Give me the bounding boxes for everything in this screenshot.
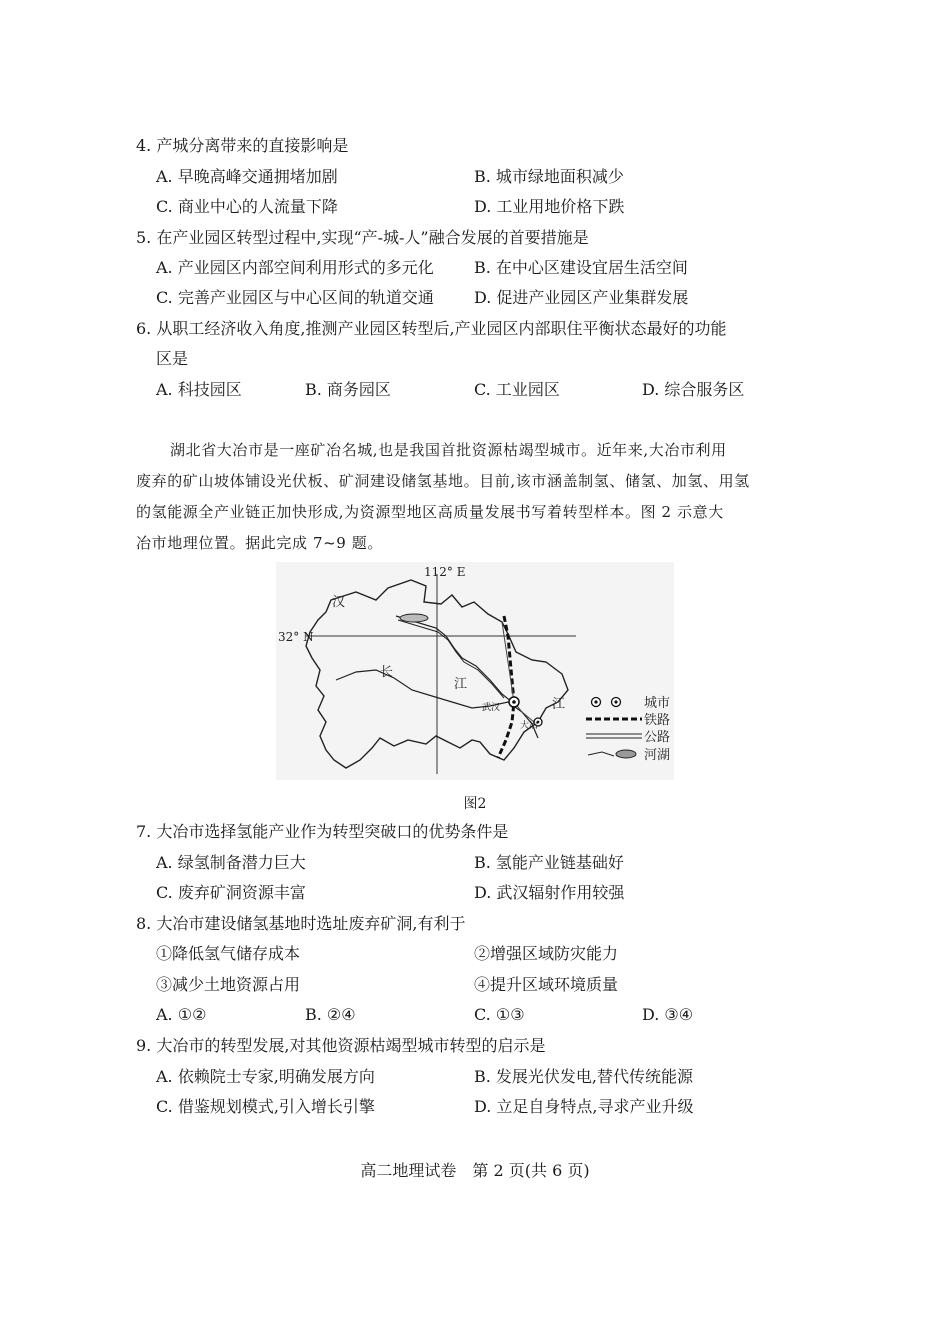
q8-option-b: B. ②④ [305, 1005, 356, 1024]
passage-line3: 的氢能源全产业链正加快形成,为资源型地区高质量发展书写着转型样本。图 2 示意大 [136, 503, 724, 521]
passage-line4: 冶市地理位置。据此完成 7~9 题。 [136, 534, 383, 552]
q9-option-c: C. 借鉴规划模式,引入增长引擎 [156, 1097, 375, 1116]
label-chang: 长 [380, 665, 394, 680]
page-footer: 高二地理试卷 第 2 页(共 6 页) [360, 1161, 590, 1180]
q7-option-d: D. 武汉辐射作用较强 [474, 883, 625, 902]
q9-option-a: A. 依赖院士专家,明确发展方向 [156, 1067, 375, 1086]
danjiangkou-reservoir [400, 614, 428, 622]
q5-option-b: B. 在中心区建设宜居生活空间 [474, 258, 688, 277]
q8-stem: 8. 大冶市建设储氢基地时选址废弃矿洞,有利于 [136, 914, 466, 933]
legend-river-label: 河湖 [644, 748, 671, 763]
q7-option-c: C. 废弃矿洞资源丰富 [156, 883, 306, 902]
passage-line1: 湖北省大冶市是一座矿冶名城,也是我国首批资源枯竭型城市。近年来,大冶市利用 [170, 441, 727, 459]
parallel-label: 32° N [278, 630, 314, 644]
q4-stem: 4. 产城分离带来的直接影响是 [136, 136, 349, 155]
q7-option-a: A. 绿氢制备潜力巨大 [156, 853, 306, 872]
q4-option-b: B. 城市绿地面积减少 [474, 167, 624, 186]
label-daye: 大冶 [520, 721, 539, 731]
q8-statement-3: ③减少土地资源占用 [156, 975, 301, 994]
meridian-label: 112° E [424, 565, 466, 579]
q9-stem: 9. 大冶市的转型发展,对其他资源枯竭型城市转型的启示是 [136, 1036, 546, 1055]
q6-stem-line1: 6. 从职工经济收入角度,推测产业园区转型后,产业园区内部职住平衡状态最好的功能 [136, 319, 727, 338]
q5-option-a: A. 产业园区内部空间利用形式的多元化 [156, 258, 434, 277]
label-wuhan: 武汉 [482, 703, 501, 713]
q7-stem: 7. 大冶市选择氢能产业作为转型突破口的优势条件是 [136, 822, 509, 841]
q8-statement-2: ②增强区域防灾能力 [474, 944, 619, 963]
q6-option-d: D. 综合服务区 [642, 380, 745, 399]
label-jiang-2: 江 [552, 697, 566, 712]
q5-stem: 5. 在产业园区转型过程中,实现“产-城-人”融合发展的首要措施是 [136, 228, 589, 247]
passage-line2: 废弃的矿山坡体铺设光伏板、矿洞建设储氢基地。目前,该市涵盖制氢、储氢、加氢、用氢 [136, 472, 750, 490]
q9-option-b: B. 发展光伏发电,替代传统能源 [474, 1067, 694, 1086]
q4-option-d: D. 工业用地价格下跌 [474, 197, 625, 216]
q8-option-d: D. ③④ [642, 1005, 694, 1024]
q8-option-a: A. ①② [156, 1005, 207, 1024]
q5-option-c: C. 完善产业园区与中心区间的轨道交通 [156, 288, 434, 307]
map-legend [586, 696, 670, 763]
q4-option-a: A. 早晚高峰交通拥堵加剧 [156, 167, 338, 186]
q6-stem-line2: 区是 [156, 349, 189, 368]
q6-option-c: C. 工业园区 [474, 380, 560, 399]
legend-road-label: 公路 [644, 730, 671, 745]
legend-rail-label: 铁路 [644, 713, 671, 728]
q8-statement-1: ①降低氢气储存成本 [156, 944, 301, 963]
hubei-location-map [276, 562, 674, 780]
q8-statement-4: ④提升区域环境质量 [474, 975, 619, 994]
q6-option-a: A. 科技园区 [156, 380, 242, 399]
legend-city-label: 城市 [644, 696, 671, 711]
q5-option-d: D. 促进产业园区产业集群发展 [474, 288, 689, 307]
q4-option-c: C. 商业中心的人流量下降 [156, 197, 338, 216]
q6-option-b: B. 商务园区 [305, 380, 391, 399]
label-han: 汉 [332, 595, 346, 610]
q7-option-b: B. 氢能产业链基础好 [474, 853, 624, 872]
q9-option-d: D. 立足自身特点,寻求产业升级 [474, 1097, 694, 1116]
label-jiang-1: 江 [454, 677, 468, 692]
figure-caption: 图2 [463, 796, 487, 812]
legend-river-icon [588, 752, 614, 756]
q8-option-c: C. ①③ [474, 1005, 525, 1024]
